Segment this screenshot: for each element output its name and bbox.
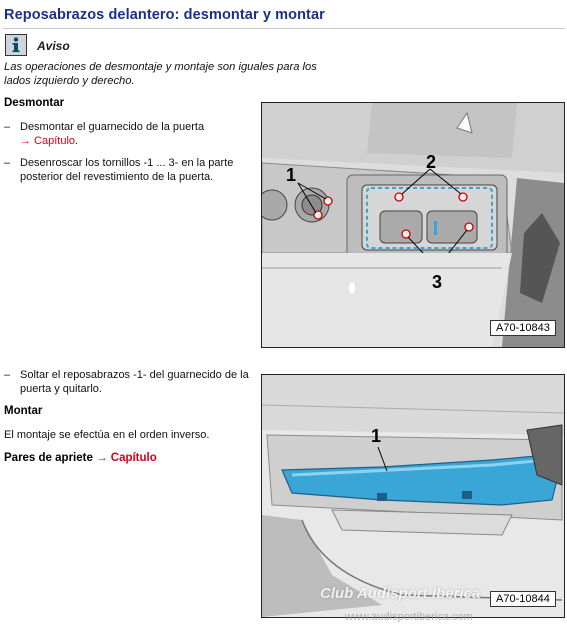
watermark-url: www.audisportiberica.com <box>345 611 473 623</box>
callout-label-3: 3 <box>432 272 443 292</box>
step-1-text: Desmontar el guarnecido de la puerta <box>20 121 205 133</box>
torque-label: Pares de apriete <box>4 452 93 464</box>
door-panel-illustration <box>262 103 564 347</box>
removal-step-3 <box>4 369 249 396</box>
armrest-illustration <box>262 375 564 617</box>
callout-label-2: 2 <box>426 152 437 172</box>
chapter-link-torque[interactable]: → Capítulo <box>96 452 157 464</box>
step-1-period: . <box>75 134 79 147</box>
step-dash: – <box>4 369 11 381</box>
step-dash: – <box>4 157 11 169</box>
figure-id: A70-10843 <box>490 320 556 336</box>
notice-title: Aviso <box>37 39 70 53</box>
figure-door-panel-screws <box>261 102 565 348</box>
step-3-text: Soltar el reposabrazos -1- del guarnecido de la puerta y quitarlo. <box>20 369 249 395</box>
page-title: Reposabrazos delantero: desmontar y montar <box>4 7 325 23</box>
figure-armrest-removal <box>261 374 565 618</box>
notice-text: Las operaciones de desmontaje y montaje son iguales para los lados izquierdo y derecho. <box>4 61 317 87</box>
callout-label-1: 1 <box>286 165 297 185</box>
step-dash: – <box>4 121 11 133</box>
step-2-text: Desenroscar los tornillos -1 ... 3- en la parte posterior del revestimiento de la puerta. <box>20 157 234 183</box>
installation-heading: Montar <box>4 405 43 417</box>
chapter-link-1[interactable]: → Capítulo <box>20 134 76 147</box>
removal-step-2 <box>4 157 249 184</box>
figure-id: A70-10844 <box>490 591 556 607</box>
watermark-logo: Club Audisport Iberica <box>320 585 481 602</box>
removal-heading: Desmontar <box>4 97 65 109</box>
torque-line <box>4 452 157 464</box>
installation-text: El montaje se efectúa en el orden inverso. <box>4 429 210 441</box>
info-icon <box>5 34 27 56</box>
removal-step-1 <box>4 121 249 148</box>
callout-label-1: 1 <box>371 426 382 446</box>
title-divider <box>3 28 565 29</box>
